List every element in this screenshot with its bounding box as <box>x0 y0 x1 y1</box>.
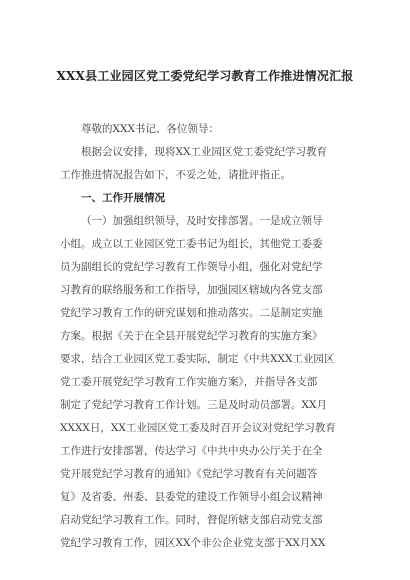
section-body-line: 方案。根据《关于在全县开展党纪学习教育的实施方案》 <box>60 330 323 342</box>
section-body-line: 党开展党纪学习教育的通知》《党纪学习教育有关问题答 <box>60 468 318 480</box>
section-heading: 一、工作开展情况 <box>81 192 165 204</box>
section-body-line: 制定了党纪学习教育工作计划。三是及时动员部署。XX月 <box>60 399 327 411</box>
section-body-line: 党纪学习教育工作的研究谋划和推动落实。二是制定实施 <box>60 307 323 319</box>
section-body-line: 启动党纪学习教育工作。同时，督促所辖支部启动党支部 <box>60 514 323 526</box>
section-body-line: 复》及省委、州委、县委党的建设工作领导小组会议精神 <box>60 491 323 503</box>
section-body-line: （一）加强组织领导，及时安排部署。一是成立领导 <box>81 215 323 227</box>
document-body <box>60 118 360 555</box>
intro-line: 工作推进情况报告如下，不妥之处，请批评指正。 <box>60 169 291 181</box>
document-title: XXX县工业园区党工委党纪学习教育工作推进情况汇报 <box>56 69 354 83</box>
section-body-line: 习教育的联络服务和工作指导，加强园区辖域内各党支部 <box>60 284 323 296</box>
section-body-line: XXXX日，XX工业园区党工委及时召开会议对党纪学习教育 <box>60 422 336 434</box>
section-body-line: 党工委开展党纪学习教育工作实施方案》，并指导各支部 <box>60 376 318 388</box>
section-body-line: 工作进行安排部署，传达学习《中共中央办公厅关于在全 <box>60 445 323 457</box>
section-body-line: 要求，结合工业园区党工委实际，制定《中共XXX工业园区 <box>60 353 335 365</box>
section-body-line: 党纪学习教育工作，园区XX个非公企业党支部于XX月XX <box>60 537 326 549</box>
section-body-line: 员为副组长的党纪学习教育工作领导小组，强化对党纪学 <box>60 261 323 273</box>
intro-line: 根据会议安排，现将XX工业园区党工委党纪学习教育 <box>81 146 327 158</box>
salutation: 尊敬的XXX书记、各位领导： <box>81 123 219 135</box>
section-body-line: 小组。成立以工业园区党工委书记为组长，其他党工委委 <box>60 238 323 250</box>
